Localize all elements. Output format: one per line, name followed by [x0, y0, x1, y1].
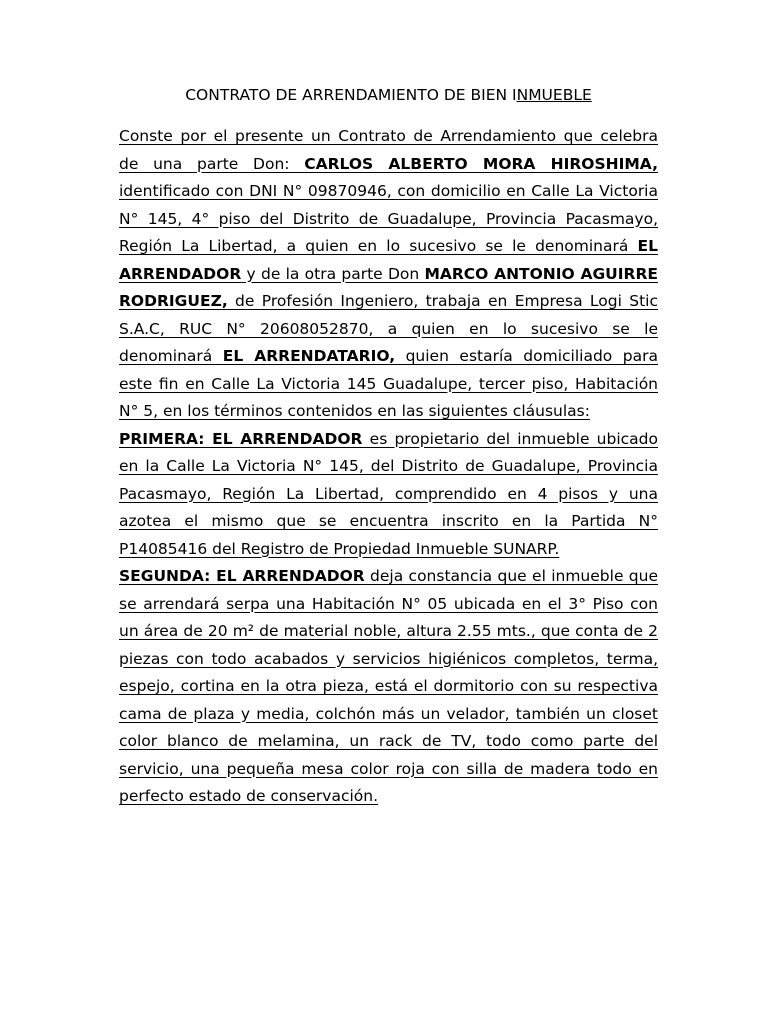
clause-primera-heading: PRIMERA: EL ARRENDADOR [119, 429, 363, 448]
lessor-label: EL ARRENDADOR [119, 237, 658, 283]
document-title [119, 85, 658, 105]
document-body [119, 123, 658, 811]
title-text-part2: NMUEBLE [516, 86, 592, 104]
clause-primera-text: es propietario del inmueble ubicado en la Calle La Victoria N° 145, del Distrito de Guadalupe, Provincia Pacasmayo, Región La Libertad, comprendido en 4 pisos y una azotea el mismo que se encuentra inscrito en la Partida N° P14085416 del Registro de Propiedad Inmueble SUNARP. [119, 429, 658, 558]
intro-paragraph [119, 123, 658, 426]
lessee-name: MARCO ANTONIO AGUIRRE RODRIGUEZ, [119, 264, 658, 310]
title-text-part1: CONTRATO DE ARRENDAMIENTO DE BIEN I [185, 86, 517, 104]
clause-segunda-text: deja constancia que el inmueble que se arrendará serpa una Habitación N° 05 ubicada en el 3° Piso con un área de 20 m² de material noble, altura 2.55 mts., que conta de 2 piezas con todo acabados y servicios higiénicos completos, terma, espejo, cortina en la otra pieza, está el dormitorio con su respectiva cama de plaza y media, colchón más un velador, también un closet color blanco de melamina, un rack de TV, todo como parte del servicio, una pequeña mesa color roja con silla de madera todo en perfecto estado de conservación. [119, 567, 659, 805]
clause-segunda-heading: SEGUNDA: EL ARRENDADOR [119, 567, 365, 585]
intro-text-1: Conste por el presente un Contrato de Arrendamiento que celebra de una parte Don: [119, 127, 658, 173]
clause-primera [119, 426, 658, 564]
intro-text-2: identificado con DNI N° 09870946, con domicilio en Calle La Victoria N° 145, 4° piso del Distrito de Guadalupe, Provincia Pacasmayo, Región La Libertad, a quien en lo sucesivo se le denominará [119, 182, 658, 255]
intro-text-4: de Profesión Ingeniero, trabaja en Empresa Logi Stic S.A.C, RUC N° 20608052870, a quien en lo sucesivo se le denominará [119, 292, 658, 365]
lessee-label: EL ARRENDATARIO, [222, 347, 396, 365]
clause-segunda [119, 563, 658, 811]
intro-text-3: y de la otra parte Don [241, 264, 425, 283]
intro-text-5: quien estaría domiciliado para este fin en Calle La Victoria 145 Guadalupe, tercer piso, Habitación N° 5, en los términos contenidos en las siguientes cláusulas: [119, 347, 658, 420]
lessor-name: CARLOS ALBERTO MORA HIROSHIMA, [304, 154, 658, 173]
